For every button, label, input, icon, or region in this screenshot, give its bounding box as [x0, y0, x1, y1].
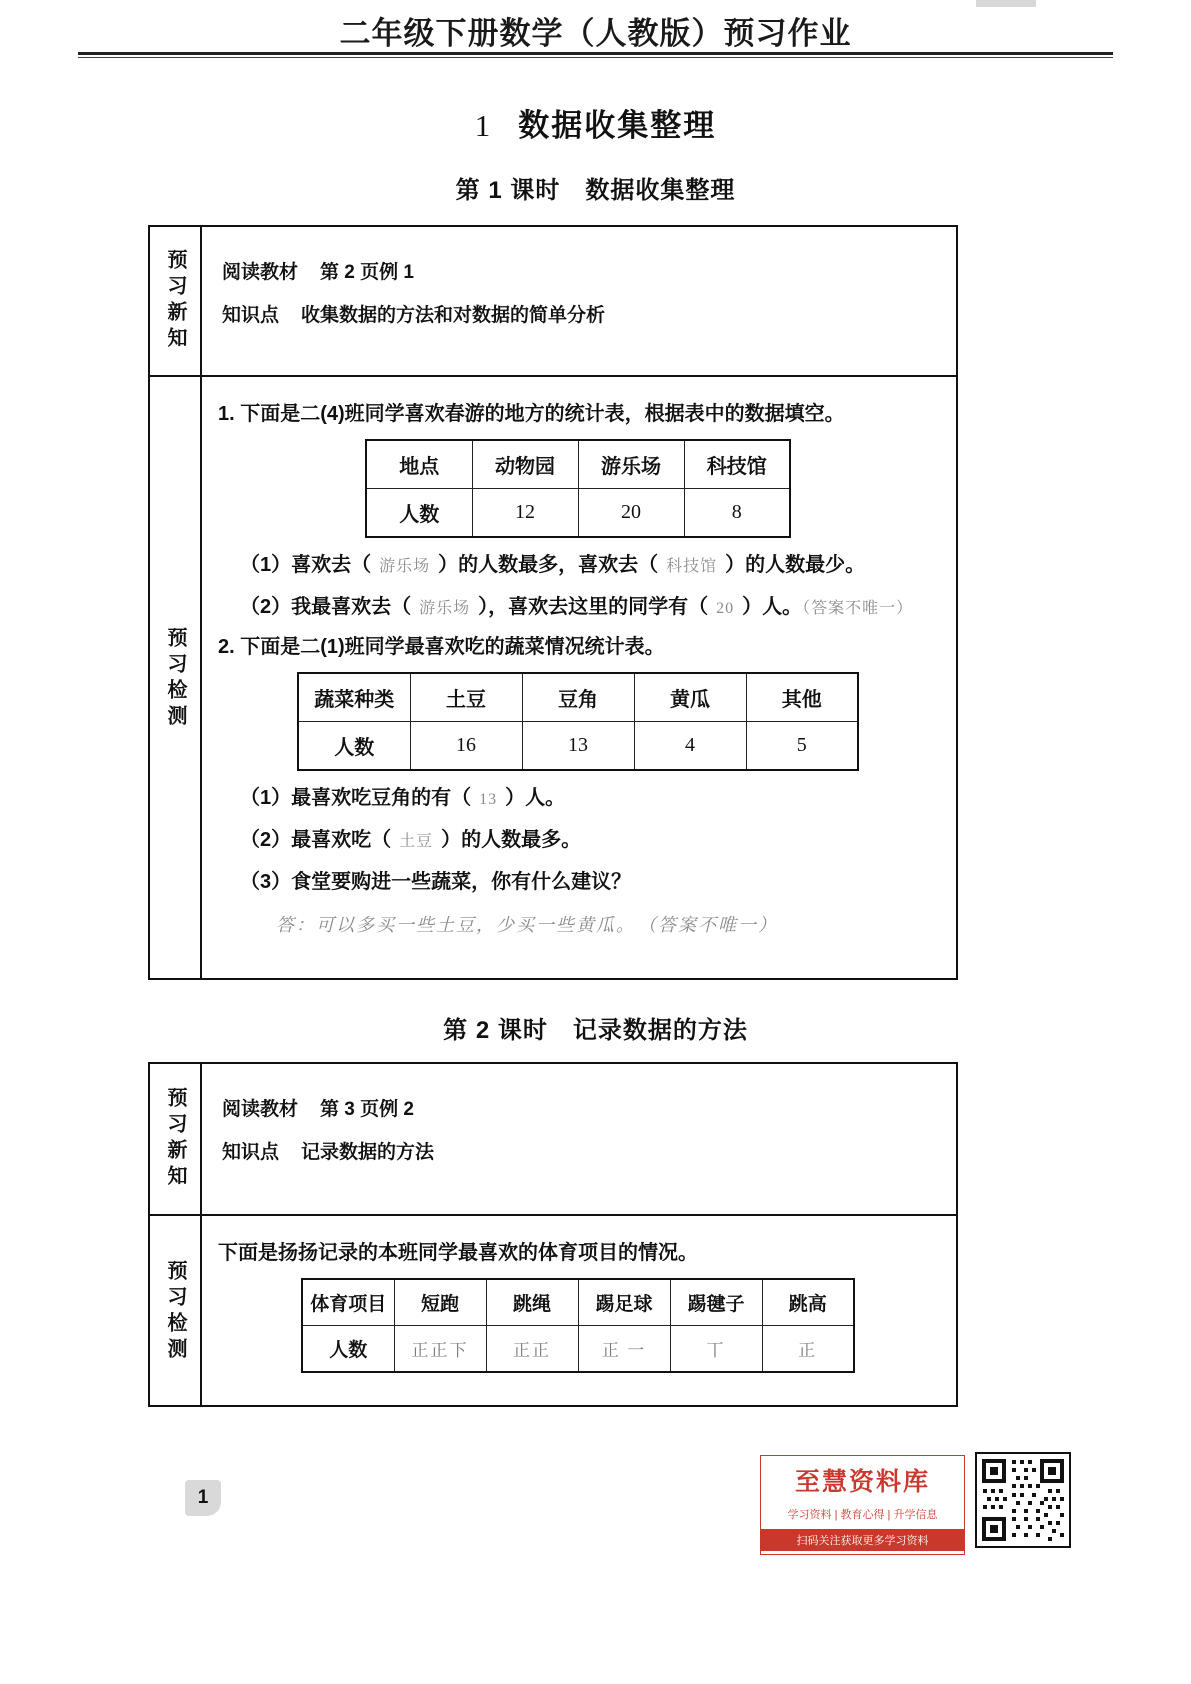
sport-table-tally-0[interactable]: 正正下: [394, 1326, 486, 1373]
lesson-1-title: 第 1 课时 数据收集整理: [455, 177, 736, 204]
question-1-sub-1-pre: （1）喜欢去（: [240, 554, 372, 576]
spring-table-value-2: 8: [684, 489, 790, 538]
sport-table-tally-1[interactable]: 正正: [486, 1326, 578, 1373]
spring-trip-table: [365, 439, 791, 538]
qr-code-icon: [975, 1452, 1071, 1548]
rail-new-knowledge-1: [150, 227, 202, 375]
question-2-sub-2-pre: （2）最喜欢吃（: [240, 829, 392, 851]
sport-table-tally-3[interactable]: 丅: [670, 1326, 762, 1373]
vegetable-table: [297, 672, 859, 771]
veg-table-value-1: 13: [522, 722, 634, 771]
spring-table-value-label: 人数: [366, 489, 472, 538]
sports-table: [301, 1278, 855, 1373]
spring-table-header-1: 游乐场: [578, 440, 684, 489]
sport-table-tally-2[interactable]: 正 一: [578, 1326, 670, 1373]
watermark-brand: 至慧资料库: [794, 1468, 930, 1496]
lesson-2-check-row: [150, 1216, 956, 1407]
spring-table-value-0: 12: [472, 489, 578, 538]
question-2-sub-1: [240, 783, 938, 813]
watermark-subtitle: 学习资料 | 教育心得 | 升学信息: [787, 1509, 938, 1521]
question-1-sub-1-mid: ）的人数最多，喜欢去（: [438, 554, 659, 576]
question-1-sub-1: [240, 550, 938, 580]
spring-table-value-1: 20: [578, 489, 684, 538]
question-1-sub-2-mid: ），喜欢去这里的同学有（: [478, 596, 709, 618]
question-2-sub-2-answer-1[interactable]: 土豆: [399, 833, 434, 850]
header-divider: [78, 52, 1113, 55]
lesson-1-reading-label: 阅读教材: [222, 262, 299, 283]
lesson-1-point-value: 收集数据的方法和对数据的简单分析: [301, 305, 606, 326]
lesson-2-check-body: [202, 1216, 956, 1407]
veg-table-value-3: 5: [746, 722, 858, 771]
table-row: [298, 722, 858, 771]
lesson-2-point-label: 知识点: [222, 1142, 280, 1163]
lesson-2-reading-value: 第 3 页例 2: [320, 1099, 414, 1120]
rail-check-2-label: 预习检测: [164, 1259, 186, 1364]
question-2-written-answer[interactable]: 答：可以多买一些土豆，少买一些黄瓜。 （答案不唯一）: [276, 915, 778, 935]
lesson-2-point-value: 记录数据的方法: [301, 1142, 435, 1163]
question-2-sub-2-post: ）的人数最多。: [441, 829, 582, 851]
rail-check-2: [150, 1216, 202, 1407]
watermark-strip: 扫码关注获取更多学习资料: [761, 1529, 964, 1551]
question-2-sub-1-answer-1[interactable]: 13: [479, 791, 498, 808]
question-1-sub-2-pre: （2）我最喜欢去（: [240, 596, 412, 618]
lesson-2-question-stem: 下面是扬扬记录的本班同学最喜欢的体育项目的情况。: [218, 1242, 698, 1264]
table-row: [366, 440, 790, 489]
lesson-1-check-row: [150, 377, 956, 980]
unit-name: 数据收集整理: [518, 108, 717, 143]
veg-table-value-label: 人数: [298, 722, 410, 771]
sport-table-tally-4[interactable]: 正: [762, 1326, 854, 1373]
veg-table-header-0: 土豆: [410, 673, 522, 722]
spring-table-header-2: 科技馆: [684, 440, 790, 489]
veg-table-header-label: 蔬菜种类: [298, 673, 410, 722]
sport-table-header-4: 跳高: [762, 1279, 854, 1326]
unit-number: 1: [474, 108, 493, 143]
spring-table-header-0: 动物园: [472, 440, 578, 489]
lesson-1-point-line: [222, 300, 938, 327]
table-row: [302, 1326, 854, 1373]
question-1-sub-2-post: ）人。: [742, 596, 803, 618]
sport-table-header-label: 体育项目: [302, 1279, 394, 1326]
question-2-sub-2: [240, 825, 938, 855]
question-2-stem: 2. 下面是二(1)班同学最喜欢吃的蔬菜情况统计表。: [218, 636, 665, 658]
question-1-sub-2-answer-1[interactable]: 游乐场: [419, 600, 471, 617]
unit-title: [0, 100, 1191, 145]
question-1-sub-1-answer-1[interactable]: 游乐场: [379, 558, 431, 575]
rail-new-knowledge-2-label: 预习新知: [164, 1087, 186, 1191]
table-row: [298, 673, 858, 722]
lesson-2-reading-line: [222, 1094, 938, 1121]
lesson-2-section: [148, 1062, 958, 1407]
veg-table-value-2: 4: [634, 722, 746, 771]
sport-table-value-label: 人数: [302, 1326, 394, 1373]
lesson-2-new-knowledge-body: [202, 1064, 956, 1214]
spring-table-header-label: 地点: [366, 440, 472, 489]
sport-table-header-1: 跳绳: [486, 1279, 578, 1326]
lesson-1-section: [148, 225, 958, 980]
lesson-2-reading-label: 阅读教材: [222, 1099, 299, 1120]
page-title: 二年级下册数学（人教版）预习作业: [339, 16, 852, 51]
rail-new-knowledge-2: [150, 1064, 202, 1214]
sport-table-header-2: 踢足球: [578, 1279, 670, 1326]
header-divider-thin: [78, 57, 1113, 58]
question-2-sub-1-pre: （1）最喜欢吃豆角的有（: [240, 787, 472, 809]
lesson-2-point-line: [222, 1137, 938, 1164]
veg-table-value-0: 16: [410, 722, 522, 771]
page-number: 1: [185, 1480, 221, 1516]
lesson-1-check-body: [202, 377, 956, 980]
lesson-1-reading-line: [222, 257, 938, 284]
veg-table-header-1: 豆角: [522, 673, 634, 722]
lesson-1-point-label: 知识点: [222, 305, 280, 326]
question-1-stem: 1. 下面是二(4)班同学喜欢春游的地方的统计表，根据表中的数据填空。: [218, 403, 845, 425]
sport-table-header-3: 踢毽子: [670, 1279, 762, 1326]
rail-check-1: [150, 377, 202, 980]
veg-table-header-2: 黄瓜: [634, 673, 746, 722]
question-1-sub-2: [240, 592, 938, 622]
table-row: [366, 489, 790, 538]
question-1-sub-2-note: （答案不唯一）: [802, 600, 914, 617]
lesson-1-reading-value: 第 2 页例 1: [320, 262, 414, 283]
corner-mark: [976, 0, 1036, 7]
rail-new-knowledge-1-label: 预习新知: [164, 249, 186, 353]
question-2-sub-3: （3）食堂要购进一些蔬菜，你有什么建议？: [240, 871, 632, 893]
page-header: [0, 8, 1191, 53]
lesson-2-title: 第 2 课时 记录数据的方法: [443, 1017, 748, 1044]
watermark-badge: [760, 1455, 965, 1555]
question-1-sub-1-post: ）的人数最少。: [725, 554, 866, 576]
question-1-sub-2-answer-2[interactable]: 20: [716, 600, 735, 617]
sport-table-header-0: 短跑: [394, 1279, 486, 1326]
question-1-sub-1-answer-2[interactable]: 科技馆: [666, 558, 718, 575]
lesson-2-new-knowledge-row: [150, 1064, 956, 1214]
table-row: [302, 1279, 854, 1326]
veg-table-header-3: 其他: [746, 673, 858, 722]
rail-check-1-label: 预习检测: [164, 626, 186, 731]
lesson-1-new-knowledge-row: [150, 227, 956, 375]
question-2-sub-1-post: ）人。: [505, 787, 566, 809]
lesson-1-new-knowledge-body: [202, 227, 956, 375]
